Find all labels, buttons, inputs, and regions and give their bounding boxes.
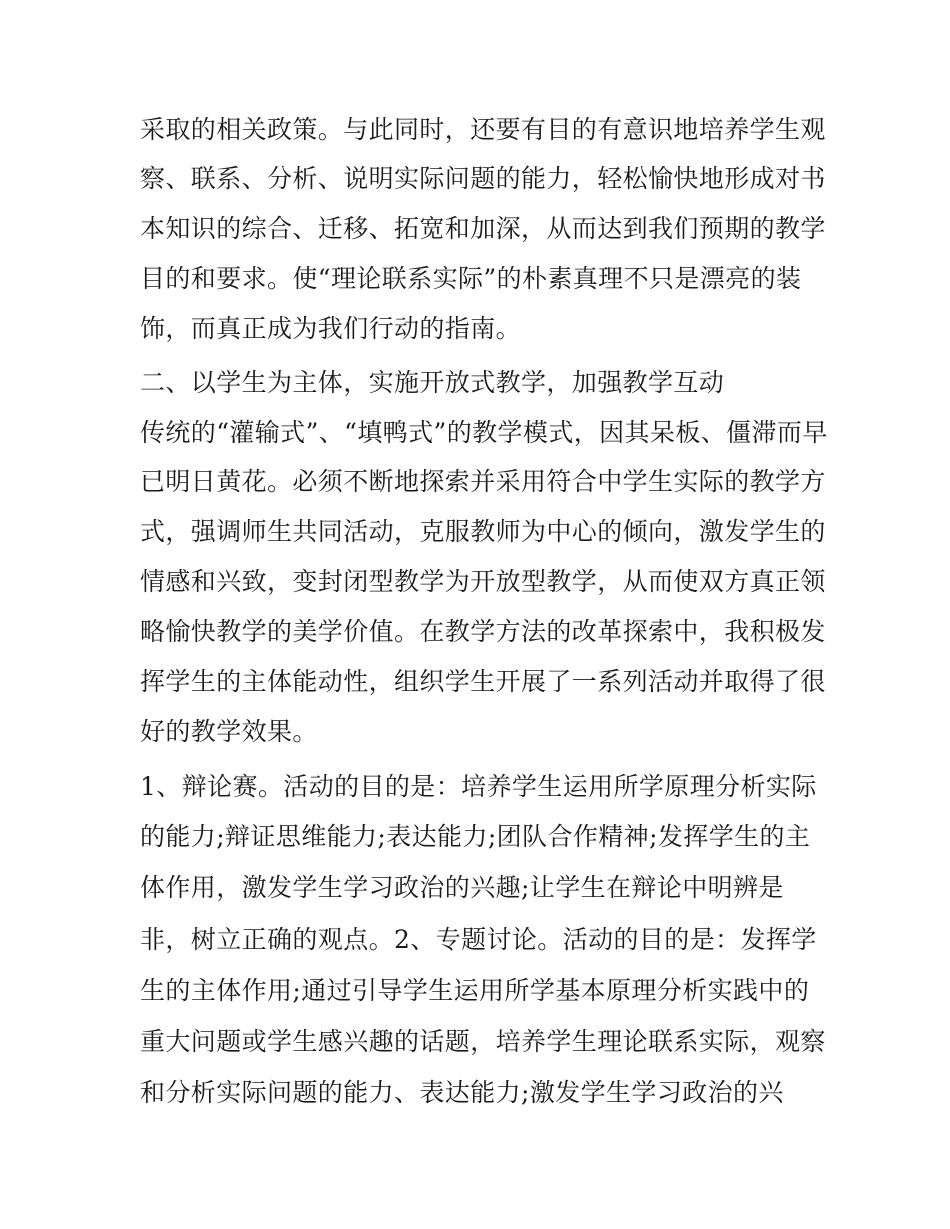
text-line: 式，强调师生共同活动，克服教师为中心的倾向，激发学生的 [140, 517, 826, 546]
text-line: 体作用，激发学生学习政治的兴趣;让学生在辩论中明辨是 [140, 873, 784, 902]
text-line: 目的和要求。使“理论联系实际”的朴素真理不只是漂亮的装 [140, 264, 802, 293]
section-heading: 二、以学生为主体，实施开放式教学，加强教学互动 [140, 368, 725, 397]
text-line: 传统的“灌输式”、“填鸭式”的教学模式，因其呆板、僵滞而早 [140, 418, 828, 447]
text-line: 挥学生的主体能动性，组织学生开展了一系列活动并取得了很 [140, 667, 826, 696]
text-line: 1、辩论赛。活动的目的是：培养学生运用所学原理分析实际 [140, 772, 817, 801]
text-line: 采取的相关政策。与此同时，还要有目的有意识地培养学生观 [140, 115, 826, 144]
text-line: 已明日黄花。必须不断地探索并采用符合中学生实际的教学方 [140, 467, 826, 496]
text-line: 略愉快教学的美学价值。在教学方法的改革探索中，我积极发 [140, 617, 826, 646]
text-line: 情感和兴致，变封闭型教学为开放型教学，从而使双方真正领 [140, 567, 826, 596]
text-line: 生的主体作用;通过引导学生运用所学基本原理分析实践中的 [140, 976, 810, 1005]
text-line: 饰，而真正成为我们行动的指南。 [140, 314, 522, 343]
text-line: 重大问题或学生感兴趣的话题，培养学生理论联系实际，观察 [140, 1027, 826, 1056]
text-line: 和分析实际问题的能力、表达能力;激发学生学习政治的兴 [140, 1078, 784, 1107]
text-line: 非，树立正确的观点。2、专题讨论。活动的目的是：发挥学 [140, 925, 817, 954]
text-line: 察、联系、分析、说明实际问题的能力，轻松愉快地形成对书 [140, 164, 826, 193]
text-line: 本知识的综合、迁移、拓宽和加深，从而达到我们预期的教学 [140, 214, 826, 243]
text-line: 的能力;辩证思维能力;表达能力;团队合作精神;发挥学生的主 [140, 822, 811, 851]
text-line: 好的教学效果。 [140, 717, 318, 746]
